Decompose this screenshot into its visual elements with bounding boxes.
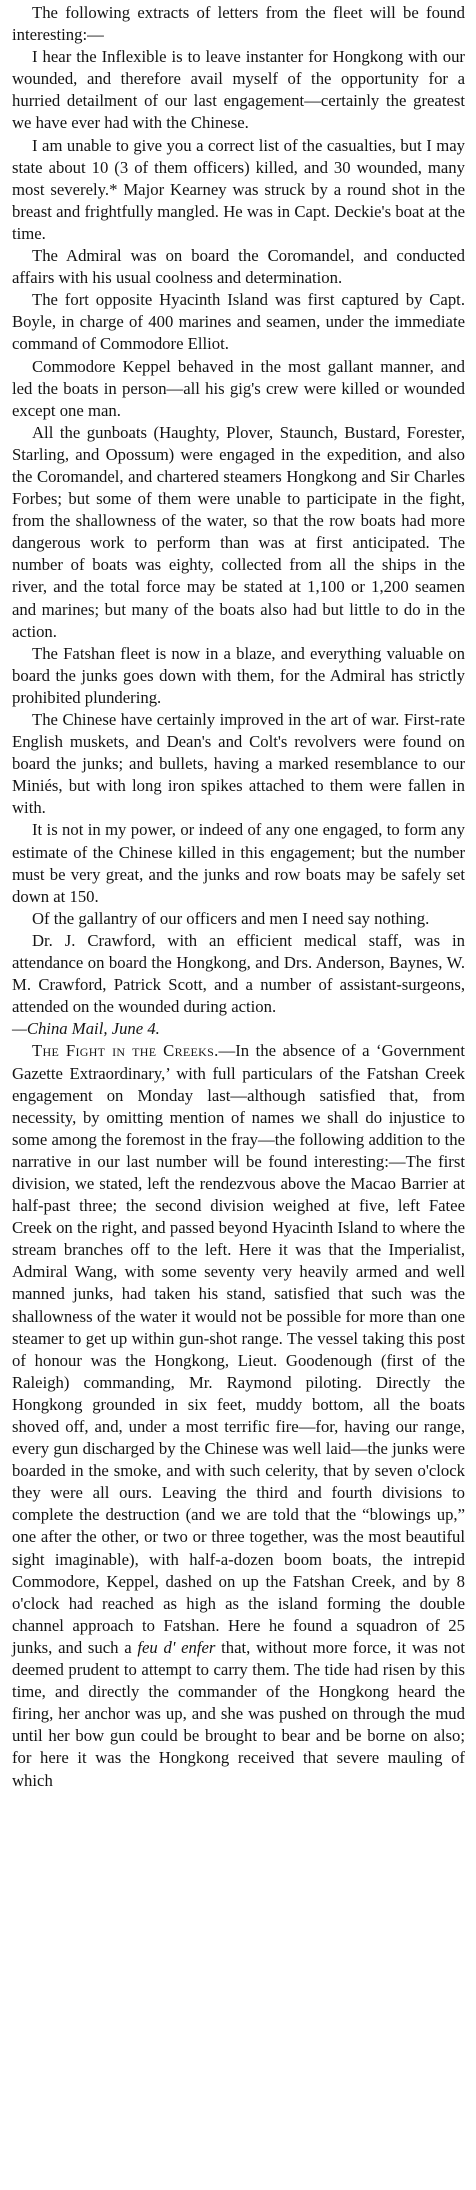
italic-phrase: feu d' enfer bbox=[137, 1637, 216, 1657]
section-heading: The Fight in the Creeks. bbox=[32, 1041, 219, 1061]
intro-paragraph: The following extracts of letters from the fleet will be found interesting:— bbox=[12, 3, 465, 45]
paragraph: The Admiral was on board the Coromandel, and conducted affairs with his usual coolness and determination. bbox=[12, 246, 465, 288]
paragraph: It is not in my power, or indeed of any one engaged, to form any estimate of the Chinese killed in this engagement; but the number must be very great, and the junks and row boats may be safely set down at 150. bbox=[12, 820, 465, 906]
paragraph-text: —In the absence of a ‘Government Gazette Extraordinary,’ with full particulars of the Fatshan Creek engagement on Monday last—although satisfied that, from necessity, by omitting mention of names we shall do injustice to some among the foremost in the fray—the following addition to the narrative in our last number will be found interesting:—The first division, we stated, left the rendezvous above the Macao Barrier at half-past three; the second division weighed at five, left Fatee Creek on the right, and passed beyond Hyacinth Island to where the stream branches off to the left. Here it was that the Imperialist, Admiral Wang, with some seventy very heavily armed and well manned junks, had taken his stand, satisfied that such was the shallowness of the water it would not be possible for more than one steamer to get up within gun-shot range. The vessel taking this post of honour was the Hongkong, Lieut. Goodenough (first of the Raleigh) commanding, Mr. Raymond piloting. Directly the Hongkong grounded in six feet, muddy bottom, all the boats shoved off, and, under a most terrific fire—for, having our range, every gun discharged by the Chinese was well laid—the junks were boarded in the smoke, and with such celerity, that by seven o'clock they were all ours. Leaving the third and fourth divisions to complete the destruction (and we are told that the “blowings up,” one after the other, or two or three together, was the most beautiful sight imaginable), with half-a-dozen boom boats, the intrepid Commodore, Keppel, dashed on up the Fatshan Creek, and by 8 o'clock had reached as high as the island forming the double channel approach to Fatshan. Here he found a squadron of 25 junks, and such a bbox=[12, 1041, 466, 1657]
paragraph: Commodore Keppel behaved in the most gallant manner, and led the boats in person—all his gig's crew were killed or wounded except one man. bbox=[12, 356, 465, 420]
paragraph: The Fatshan fleet is now in a blaze, and everything valuable on board the junks goes down with them, for the Admiral has strictly prohibited plundering. bbox=[12, 643, 465, 707]
paragraph: I am unable to give you a correct list of the casualties, but I may state about 10 (3 of them officers) killed, and 30 wounded, many most severely.* Major Kearney was struck by a round shot in the breast and frightfully mangled. He was in Capt. Deckie's boat at the time. bbox=[12, 135, 465, 243]
paragraph: The Chinese have certainly improved in the art of war. First-rate English muskets, and Dean's and Colt's revolvers were found on board the junks; and bullets, having a marked resemblance to our Miniés, but with long iron spikes attached to them were fallen in with. bbox=[12, 710, 465, 818]
paragraph-text: Dr. J. Crawford, with an efficient medical staff, was in attendance on board the Hongkong, and Drs. Anderson, Baynes, W. M. Crawford, Patrick Scott, and a number of assistant-surgeons, attended on the wounded during action. bbox=[12, 930, 465, 1017]
paragraph bbox=[12, 930, 465, 1040]
paragraph: I hear the Inflexible is to leave instanter for Hongkong with our wounded, and therefore avail myself of the opportunity for a hurried detailment of our last engagement—certainly the greatest we have ever had with the Chinese. bbox=[12, 47, 465, 133]
paragraph: Of the gallantry of our officers and men I need say nothing. bbox=[32, 908, 430, 928]
source-signature: —China Mail, June 4. bbox=[12, 1019, 160, 1039]
paragraph-text: that, without more force, it was not deemed prudent to attempt to carry them. The tide had risen by this time, and directly the commander of the Hongkong heard the firing, her anchor was up, and she was pushed on through the mud until her bow gun could be brought to bear and be borne on also; for here it was the Hongkong received that severe mauling of which bbox=[12, 1637, 466, 1790]
paragraph: All the gunboats (Haughty, Plover, Staunch, Bustard, Forester, Starling, and Opossum) were engaged in the expedition, and also the Coromandel, and chartered steamers Hongkong and Sir Charles Forbes; but some of them were unable to participate in the fight, from the shallowness of the water, so that the row boats had more dangerous work to perform than was at first anticipated. The number of boats was eighty, collected from all the ships in the river, and the total force may be stated at 1,100 or 1,200 seamen and marines; but many of the boats also had but little to do in the action. bbox=[12, 422, 465, 641]
paragraph: The fort opposite Hyacinth Island was first captured by Capt. Boyle, in charge of 400 marines and seamen, under the immediate command of Commodore Elliot. bbox=[12, 290, 465, 354]
section-paragraph bbox=[12, 1040, 465, 1791]
